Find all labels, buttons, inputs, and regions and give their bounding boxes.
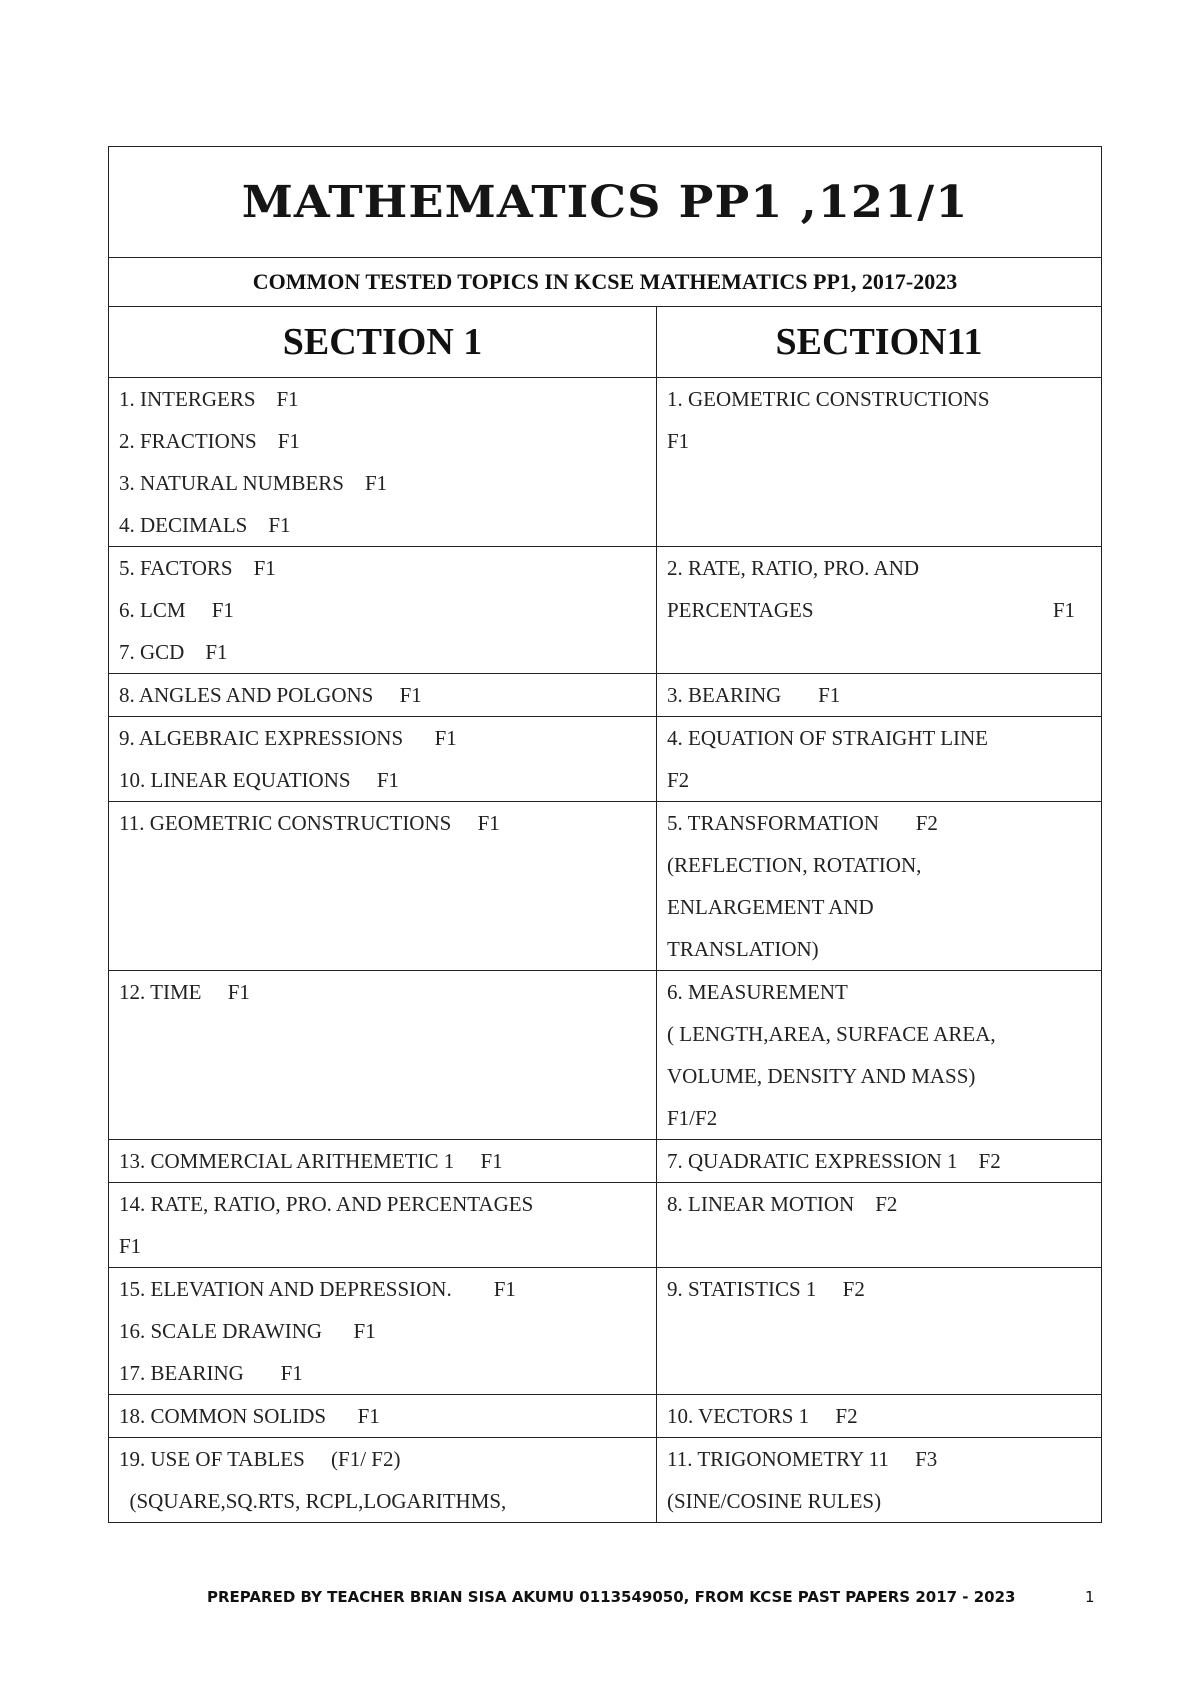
- topic-line: TRANSLATION): [667, 937, 819, 961]
- form-level: F1: [1052, 598, 1075, 622]
- section-1-cell: [109, 378, 657, 547]
- topic-line: 10. VECTORS 1 F2: [667, 1404, 858, 1428]
- topic-line: [667, 589, 1091, 631]
- section-1-cell: [109, 1140, 657, 1183]
- table-row: [109, 971, 1102, 1140]
- section-2-cell: [657, 1438, 1102, 1523]
- section-2-cell: [657, 378, 1102, 547]
- section-1-cell: [109, 717, 657, 802]
- title-cell: [109, 147, 1102, 258]
- topic-line: F1/F2: [667, 1106, 718, 1130]
- topic-line: 7. QUADRATIC EXPRESSION 1 F2: [667, 1149, 1001, 1173]
- section-1-cell: [109, 1395, 657, 1438]
- table-row: [109, 674, 1102, 717]
- section-2-cell: [657, 717, 1102, 802]
- table-row: [109, 802, 1102, 971]
- section-1-cell: [109, 547, 657, 674]
- topic-line: 11. TRIGONOMETRY 11 F3: [667, 1447, 938, 1471]
- topic-line: 3. BEARING F1: [667, 683, 841, 707]
- section-2-cell: [657, 674, 1102, 717]
- topic-line: 3. NATURAL NUMBERS F1: [119, 471, 388, 495]
- topic-line: 11. GEOMETRIC CONSTRUCTIONS F1: [119, 811, 500, 835]
- topic-text: PERCENTAGES: [667, 598, 814, 622]
- topic-line: 5. TRANSFORMATION F2: [667, 811, 938, 835]
- topic-line: 14. RATE, RATIO, PRO. AND PERCENTAGES: [119, 1192, 534, 1216]
- topic-line: 5. FACTORS F1: [119, 556, 276, 580]
- topic-line: 18. COMMON SOLIDS F1: [119, 1404, 380, 1428]
- table-row: [109, 1438, 1102, 1523]
- topic-line: 9. STATISTICS 1 F2: [667, 1277, 865, 1301]
- section-2-cell: [657, 1268, 1102, 1395]
- topic-line: 19. USE OF TABLES (F1/ F2): [119, 1447, 401, 1471]
- topic-line: 16. SCALE DRAWING F1: [119, 1319, 376, 1343]
- topic-line: ( LENGTH,AREA, SURFACE AREA,: [667, 1022, 996, 1046]
- topic-line: 6. LCM F1: [119, 598, 234, 622]
- topic-line: F1: [667, 429, 690, 453]
- topic-line: (SQUARE,SQ.RTS, RCPL,LOGARITHMS,: [119, 1489, 507, 1513]
- table-row: [109, 717, 1102, 802]
- section-1-header: SECTION 1: [109, 307, 657, 378]
- section-2-cell: [657, 1140, 1102, 1183]
- topic-line: 17. BEARING F1: [119, 1361, 303, 1385]
- topic-line: 4. EQUATION OF STRAIGHT LINE: [667, 726, 989, 750]
- section-header-row: [109, 307, 1102, 378]
- topic-line: (SINE/COSINE RULES): [667, 1489, 882, 1513]
- topic-line: 1. INTERGERS F1: [119, 387, 299, 411]
- section-2-cell: [657, 1183, 1102, 1268]
- table-row: [109, 378, 1102, 547]
- topic-line: F2: [667, 768, 690, 792]
- topic-line: VOLUME, DENSITY AND MASS): [667, 1064, 976, 1088]
- topic-line: 2. FRACTIONS F1: [119, 429, 300, 453]
- topic-line: 10. LINEAR EQUATIONS F1: [119, 768, 399, 792]
- section-2-cell: [657, 547, 1102, 674]
- table-row: [109, 547, 1102, 674]
- section-2-cell: [657, 802, 1102, 971]
- document-subtitle: COMMON TESTED TOPICS IN KCSE MATHEMATICS PP1, 2017-2023: [109, 258, 1102, 307]
- topic-line: 13. COMMERCIAL ARITHEMETIC 1 F1: [119, 1149, 503, 1173]
- section-1-cell: [109, 971, 657, 1140]
- table-row: [109, 1268, 1102, 1395]
- table-row: [109, 1183, 1102, 1268]
- section-1-cell: [109, 1268, 657, 1395]
- section-1-cell: [109, 1183, 657, 1268]
- section-1-cell: [109, 1438, 657, 1523]
- topic-line: 4. DECIMALS F1: [119, 513, 291, 537]
- topics-table: [108, 146, 1102, 1523]
- section-2-header: SECTION11: [657, 307, 1102, 378]
- topic-line: F1: [119, 1234, 142, 1258]
- topic-line: (REFLECTION, ROTATION,: [667, 853, 922, 877]
- section-1-cell: [109, 802, 657, 971]
- footer-credit: PREPARED BY TEACHER BRIAN SISA AKUMU 0113549050, FROM KCSE PAST PAPERS 2017 - 2023: [207, 1588, 1016, 1606]
- topic-line: 1. GEOMETRIC CONSTRUCTIONS: [667, 387, 990, 411]
- topic-line: 15. ELEVATION AND DEPRESSION. F1: [119, 1277, 516, 1301]
- topic-line: 2. RATE, RATIO, PRO. AND: [667, 556, 920, 580]
- section-1-cell: [109, 674, 657, 717]
- topic-line: 9. ALGEBRAIC EXPRESSIONS F1: [119, 726, 457, 750]
- topic-line: 7. GCD F1: [119, 640, 228, 664]
- title-row: [109, 147, 1102, 258]
- page-number: 1: [1085, 1588, 1095, 1606]
- subtitle-row: [109, 258, 1102, 307]
- topic-line: 12. TIME F1: [119, 980, 250, 1004]
- document-title: MATHEMATICS PP1 ,121/1: [241, 176, 969, 228]
- section-2-cell: [657, 971, 1102, 1140]
- table-row: [109, 1140, 1102, 1183]
- topic-line: 8. LINEAR MOTION F2: [667, 1192, 898, 1216]
- topic-line: 8. ANGLES AND POLGONS F1: [119, 683, 422, 707]
- table-row: [109, 1395, 1102, 1438]
- topic-line: ENLARGEMENT AND: [667, 895, 874, 919]
- section-2-cell: [657, 1395, 1102, 1438]
- topic-line: 6. MEASUREMENT: [667, 980, 848, 1004]
